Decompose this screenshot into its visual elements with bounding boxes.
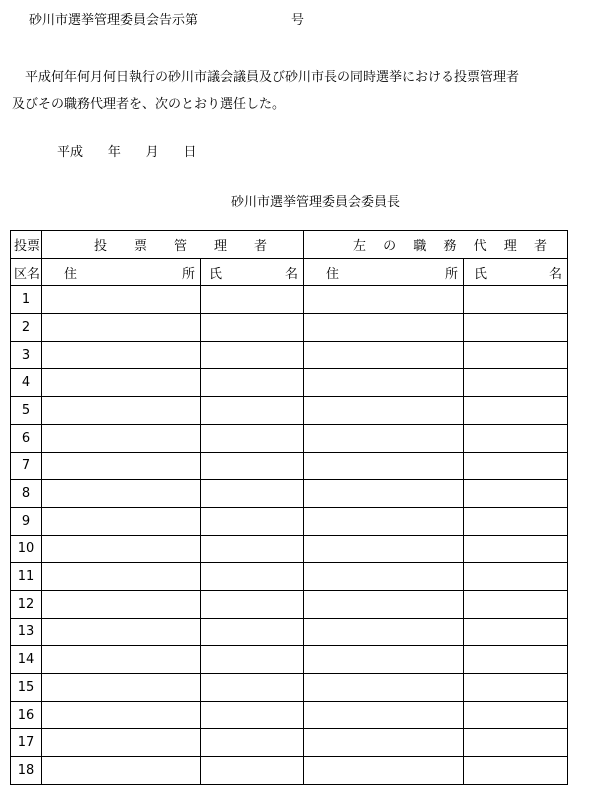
table-row (11, 618, 568, 646)
table-row (11, 314, 568, 342)
manager-name-header (201, 258, 304, 286)
deputy-name-cell[interactable] (464, 480, 568, 508)
address-char-2: 所 (444, 266, 458, 282)
deputy-address-cell[interactable] (304, 701, 464, 729)
manager-address-cell[interactable] (42, 701, 201, 729)
notice-title-text: 砂川市選挙管理委員会告示第 (29, 13, 199, 28)
manager-name-cell[interactable] (201, 286, 304, 314)
district-number: 16 (11, 701, 42, 729)
deputy-name-cell[interactable] (464, 729, 568, 757)
district-number: 12 (11, 590, 42, 618)
district-header-bottom: 区名 (11, 258, 42, 286)
name-char-1: 氏 (209, 266, 223, 282)
manager-name-cell[interactable] (201, 618, 304, 646)
notice-body-line-1: 平成何年何月何日執行の砂川市議会議員及び砂川市長の同時選挙における投票管理者 (12, 70, 520, 85)
table-row (11, 424, 568, 452)
table-row (11, 757, 568, 785)
deputy-name-cell[interactable] (464, 674, 568, 702)
district-number: 2 (11, 314, 42, 342)
notice-number-suffix: 号 (291, 13, 305, 28)
table-header-row-1 (11, 231, 568, 259)
deputy-address-cell[interactable] (304, 618, 464, 646)
table-row (11, 674, 568, 702)
manager-address-cell[interactable] (42, 674, 201, 702)
notice-body-line-2: 及びその職務代理者を、次のとおり選任した。 (12, 97, 286, 112)
table-row (11, 452, 568, 480)
deputy-name-cell[interactable] (464, 397, 568, 425)
manager-address-header (42, 258, 201, 286)
table-row (11, 590, 568, 618)
address-char-2: 所 (181, 266, 195, 282)
deputy-address-cell[interactable] (304, 452, 464, 480)
deputy-name-cell[interactable] (464, 286, 568, 314)
deputy-name-cell[interactable] (464, 563, 568, 591)
deputy-address-cell[interactable] (304, 674, 464, 702)
deputy-address-cell[interactable] (304, 563, 464, 591)
deputy-address-cell[interactable] (304, 507, 464, 535)
district-number: 18 (11, 757, 42, 785)
notice-title (29, 9, 305, 28)
deputy-name-cell[interactable] (464, 507, 568, 535)
date-era: 平成 (57, 145, 84, 160)
deputy-address-cell[interactable] (304, 480, 464, 508)
manager-address-cell[interactable] (42, 535, 201, 563)
deputy-name-cell[interactable] (464, 757, 568, 785)
table-row (11, 397, 568, 425)
deputy-name-cell[interactable] (464, 618, 568, 646)
district-number: 14 (11, 646, 42, 674)
manager-name-cell[interactable] (201, 701, 304, 729)
manager-name-cell[interactable] (201, 314, 304, 342)
table-row (11, 480, 568, 508)
manager-header-char-3: 管 (173, 238, 187, 254)
manager-address-cell[interactable] (42, 590, 201, 618)
table-row (11, 535, 568, 563)
manager-header-char-4: 理 (213, 238, 227, 254)
district-number: 15 (11, 674, 42, 702)
district-number: 11 (11, 563, 42, 591)
deputy-address-cell[interactable] (304, 341, 464, 369)
manager-name-cell[interactable] (201, 646, 304, 674)
address-char-1: 住 (326, 266, 340, 282)
manager-header-char-2: 票 (133, 238, 147, 254)
manager-address-cell[interactable] (42, 286, 201, 314)
deputy-address-cell[interactable] (304, 729, 464, 757)
manager-name-cell[interactable] (201, 341, 304, 369)
manager-name-cell[interactable] (201, 507, 304, 535)
deputy-name-cell[interactable] (464, 646, 568, 674)
deputy-address-cell[interactable] (304, 314, 464, 342)
manager-name-cell[interactable] (201, 452, 304, 480)
manager-name-cell[interactable] (201, 729, 304, 757)
table-row (11, 286, 568, 314)
district-number: 5 (11, 397, 42, 425)
district-header-top: 投票 (11, 231, 42, 259)
deputy-address-cell[interactable] (304, 590, 464, 618)
manager-address-cell[interactable] (42, 618, 201, 646)
district-number: 6 (11, 424, 42, 452)
deputy-address-cell[interactable] (304, 757, 464, 785)
deputy-address-cell[interactable] (304, 424, 464, 452)
manager-name-cell[interactable] (201, 563, 304, 591)
table-row (11, 563, 568, 591)
deputy-address-cell[interactable] (304, 286, 464, 314)
manager-address-cell[interactable] (42, 507, 201, 535)
deputy-header-char-5: 代 (473, 238, 487, 254)
district-number: 13 (11, 618, 42, 646)
manager-name-cell[interactable] (201, 757, 304, 785)
date-line (57, 141, 196, 160)
deputy-name-cell[interactable] (464, 701, 568, 729)
table-row (11, 369, 568, 397)
manager-address-cell[interactable] (42, 729, 201, 757)
district-number: 17 (11, 729, 42, 757)
deputy-address-cell[interactable] (304, 369, 464, 397)
manager-address-cell[interactable] (42, 563, 201, 591)
deputy-name-cell[interactable] (464, 535, 568, 563)
district-number: 7 (11, 452, 42, 480)
manager-address-cell[interactable] (42, 646, 201, 674)
table-row (11, 341, 568, 369)
name-char-2: 名 (548, 266, 562, 282)
deputy-name-cell[interactable] (464, 590, 568, 618)
manager-address-cell[interactable] (42, 480, 201, 508)
table-row (11, 507, 568, 535)
name-char-2: 名 (284, 266, 298, 282)
manager-address-cell[interactable] (42, 452, 201, 480)
table-header-row-2 (11, 258, 568, 286)
deputy-name-cell[interactable] (464, 369, 568, 397)
deputy-header-char-2: の (383, 238, 397, 254)
date-day: 日 (183, 145, 197, 160)
manager-address-cell[interactable] (42, 397, 201, 425)
deputy-header-char-3: 職 (413, 238, 427, 254)
address-char-1: 住 (64, 266, 78, 282)
table-row (11, 701, 568, 729)
name-char-1: 氏 (474, 266, 488, 282)
deputy-address-cell[interactable] (304, 646, 464, 674)
deputy-name-cell[interactable] (464, 452, 568, 480)
table-row (11, 646, 568, 674)
manager-address-cell[interactable] (42, 424, 201, 452)
manager-name-cell[interactable] (201, 590, 304, 618)
manager-name-cell[interactable] (201, 397, 304, 425)
deputy-address-cell[interactable] (304, 535, 464, 563)
manager-header (42, 231, 304, 259)
manager-header-char-1: 投 (94, 238, 108, 254)
deputy-name-cell[interactable] (464, 424, 568, 452)
deputy-header (304, 231, 568, 259)
deputy-name-cell[interactable] (464, 341, 568, 369)
manager-address-cell[interactable] (42, 757, 201, 785)
date-year: 年 (107, 145, 121, 160)
appointment-table (10, 230, 568, 785)
deputy-address-header (304, 258, 464, 286)
district-number: 1 (11, 286, 42, 314)
notice-body (12, 64, 592, 118)
district-number: 4 (11, 369, 42, 397)
date-month: 月 (145, 145, 159, 160)
manager-address-cell[interactable] (42, 369, 201, 397)
table-row (11, 729, 568, 757)
deputy-name-header (464, 258, 568, 286)
district-number: 9 (11, 507, 42, 535)
manager-header-char-5: 者 (253, 238, 267, 254)
manager-name-cell[interactable] (201, 424, 304, 452)
manager-address-cell[interactable] (42, 341, 201, 369)
district-number: 10 (11, 535, 42, 563)
deputy-header-char-4: 務 (443, 238, 457, 254)
signer-title: 砂川市選挙管理委員会委員長 (231, 195, 401, 210)
deputy-header-char-6: 理 (503, 238, 517, 254)
deputy-address-cell[interactable] (304, 397, 464, 425)
manager-name-cell[interactable] (201, 535, 304, 563)
manager-name-cell[interactable] (201, 674, 304, 702)
manager-name-cell[interactable] (201, 480, 304, 508)
district-number: 3 (11, 341, 42, 369)
manager-address-cell[interactable] (42, 314, 201, 342)
deputy-header-char-7: 者 (533, 238, 547, 254)
district-number: 8 (11, 480, 42, 508)
manager-name-cell[interactable] (201, 369, 304, 397)
deputy-name-cell[interactable] (464, 314, 568, 342)
deputy-header-char-1: 左 (353, 238, 367, 254)
